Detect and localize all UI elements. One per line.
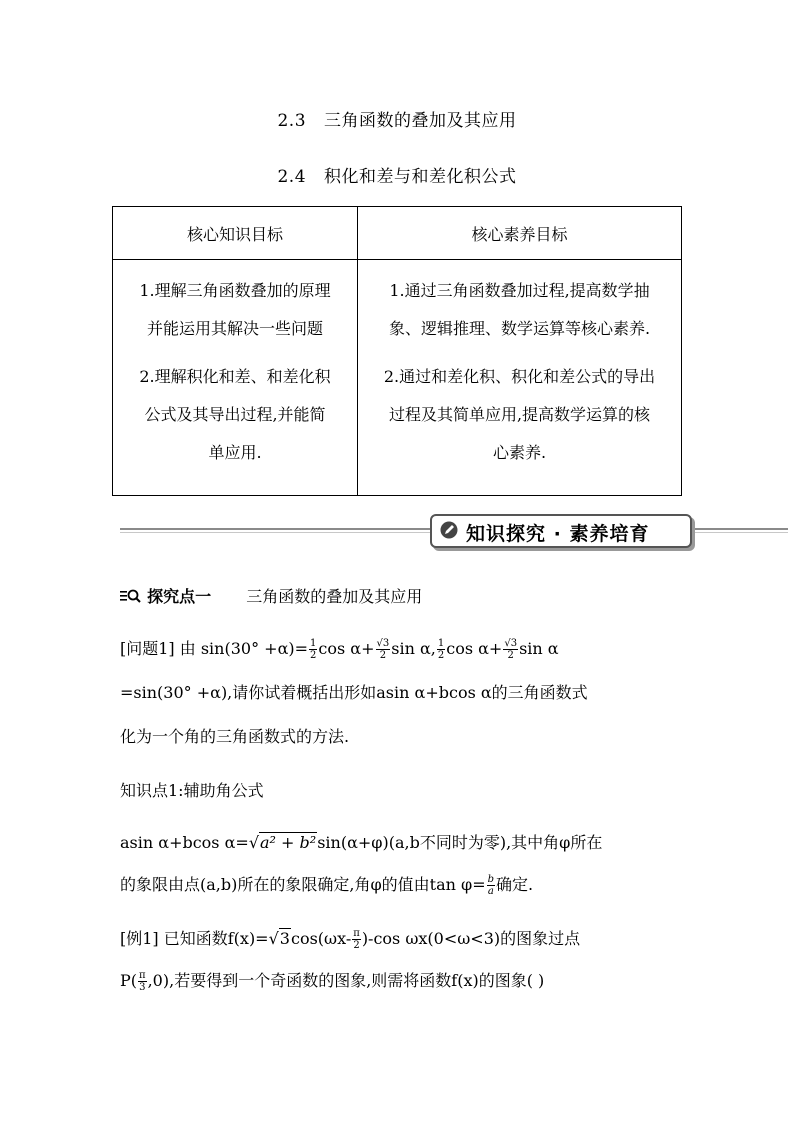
denominator: 2 [379,650,387,661]
section-number: 2.4 [277,167,307,187]
section-banner [120,514,788,544]
question-text: cos α+ [446,639,503,658]
fraction [352,928,361,951]
section-title-2-4 [0,162,794,187]
formula-text: 的象限由点(a,b)所在的象限确定,角φ的值由tan φ= [120,875,486,894]
square-root: √3 [268,929,290,948]
numerator: π [353,928,360,939]
section-title-text: 积化和差与和差化积公式 [324,167,517,187]
header-knowledge-goals: 核心知识目标 [113,207,358,260]
numerator: 1 [310,638,317,649]
literacy-goal-line: 心素养. [492,443,547,462]
denominator: 2 [353,940,360,951]
knowledge-point-title: 知识点1:辅助角公式 [120,781,264,800]
numerator: √3 [376,638,390,649]
denominator: 2 [310,650,317,661]
explore-point-heading [120,584,422,607]
fraction [503,638,518,661]
knowledge-goal-line: 单应用. [208,443,262,462]
auxiliary-angle-note [120,872,533,897]
denominator: 2 [507,650,514,661]
numerator: b [487,874,495,885]
radicand: 3 [279,929,290,948]
example-text: P( [120,971,138,990]
explore-point-topic: 三角函数的叠加及其应用 [246,587,423,606]
header-literacy-goals: 核心素养目标 [358,207,682,260]
fraction [487,874,495,897]
question-text: sin α [519,639,559,658]
example-text: [例1] 已知函数f(x)= [120,929,269,948]
numerator: 1 [437,638,445,649]
literacy-goal-line: 2.通过和差化积、积化和差公式的导出 [383,367,656,386]
knowledge-goal-line: 公式及其导出过程,并能简 [144,405,326,424]
literacy-goals-cell [358,260,682,496]
numerator: π [139,970,146,981]
knowledge-goal-line: 并能运用其解决一些问题 [146,319,323,338]
banner-label [430,514,692,548]
question-1-line-2: =sin(30° +α),请你试着概括出形如asin α+bcos α的三角函数式 [120,683,588,702]
knowledge-goals-cell [113,260,358,496]
example-text: ,0),若要得到一个奇函数的图象,则需将函数f(x)的图象( ) [147,971,545,990]
section-title-2-3 [0,106,794,131]
example-text: cos(ωx- [290,929,352,948]
literacy-goal-line: 过程及其简单应用,提高数学运算的核 [388,405,651,424]
literacy-goal-line: 1.通过三角函数叠加过程,提高数学抽 [389,281,650,300]
knowledge-goal-line: 2.理解积化和差、和差化积 [139,367,331,386]
explore-point-label: 探究点一 [147,587,212,606]
magnifier-icon [120,589,142,603]
banner-text: 知识探究 · 素养培育 [466,523,650,545]
numerator: √3 [504,638,518,649]
example-1-line-2 [120,968,544,993]
fraction [138,970,147,993]
question-text: sin α, [391,639,436,658]
example-1-line-1 [120,926,580,951]
fraction [437,638,445,661]
goals-table [112,206,682,496]
question-text: cos α+ [318,639,375,658]
auxiliary-angle-formula [120,830,602,853]
example-text: )-cos ωx(0<ω<3)的图象过点 [361,929,581,948]
question-1-line-1 [120,636,559,661]
literacy-goal-line: 象、逻辑推理、数学运算等核心素养. [388,319,651,338]
pencil-icon [440,521,458,539]
formula-text: sin(α+φ)(a,b不同时为零),其中角φ所在 [317,833,603,852]
radicand: a² + b² [260,833,317,852]
denominator: 3 [139,982,146,993]
formula-text: 确定. [496,875,534,894]
denominator: 2 [437,650,445,661]
question-text: [问题1] 由 sin(30° +α)= [120,639,309,658]
question-1-line-3: 化为一个角的三角函数式的方法. [120,727,350,746]
square-root: √a² + b² [248,833,317,852]
denominator: a [487,886,494,897]
fraction [376,638,391,661]
formula-text: asin α+bcos α= [120,833,249,852]
knowledge-goal-line: 1.理解三角函数叠加的原理 [139,281,331,300]
section-title-text: 三角函数的叠加及其应用 [324,111,517,131]
section-number: 2.3 [277,111,307,131]
fraction [309,638,317,661]
